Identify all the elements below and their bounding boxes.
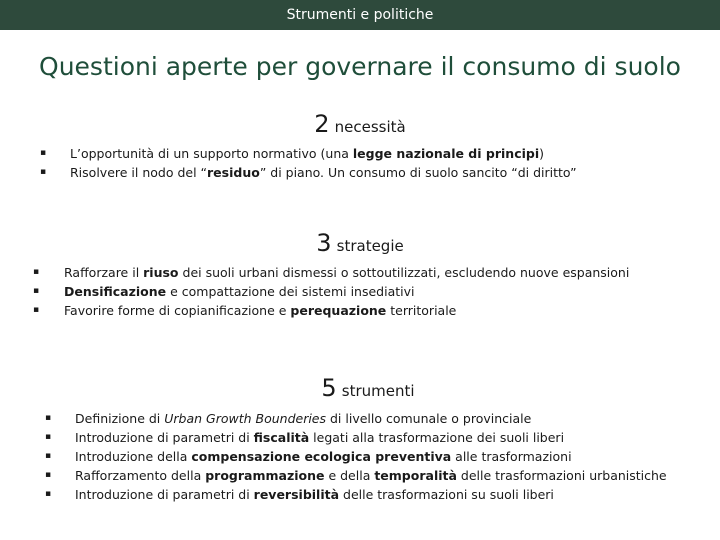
list-item: [45, 485, 667, 504]
square-bullet-icon: ▪: [40, 148, 47, 158]
bold-run: compensazione ecologica preventiva: [191, 449, 452, 464]
text-run: alle trasformazioni: [451, 449, 572, 464]
text-run: Favorire forme di copianificazione e: [64, 303, 291, 318]
text-run: Rafforzare il: [64, 265, 144, 280]
text-run: e della: [324, 468, 375, 483]
header-bar: [0, 0, 720, 30]
list-item: [45, 466, 667, 485]
list-item-text: [75, 468, 667, 483]
list-item-text: [64, 303, 456, 318]
list-item: [40, 144, 577, 163]
bold-run: temporalità: [374, 468, 457, 483]
text-run: e compattazione dei sistemi insediativi: [166, 284, 415, 299]
text-run: delle trasformazioni su suoli liberi: [339, 487, 554, 502]
text-run: ): [539, 146, 545, 161]
list-item-text: [75, 411, 531, 426]
list-item-text: [64, 265, 629, 280]
list-item: [45, 428, 667, 447]
section-word: strategie: [336, 237, 404, 255]
section-number: 3: [316, 229, 332, 257]
italic-run: Urban Growth Bounderies: [164, 411, 327, 426]
text-run: delle trasformazioni urbanistiche: [456, 468, 667, 483]
text-run: L’opportunità di un supporto normativo (una: [70, 146, 353, 161]
section-number: 2: [314, 110, 330, 138]
square-bullet-icon: ▪: [45, 432, 52, 442]
section-heading-strategie: [260, 229, 460, 257]
square-bullet-icon: ▪: [45, 413, 52, 423]
square-bullet-icon: ▪: [40, 167, 47, 177]
strategie-list: [33, 263, 629, 320]
list-item: [45, 447, 667, 466]
section-word: strumenti: [341, 382, 415, 400]
necessita-list: [40, 144, 577, 182]
page-title: Questioni aperte per governare il consumo di suolo: [39, 52, 681, 81]
bold-run: riuso: [143, 265, 179, 280]
list-item-text: [70, 165, 577, 180]
bold-run: perequazione: [290, 303, 387, 318]
header-title: Strumenti e politiche: [286, 7, 434, 23]
list-item-text: [64, 284, 414, 299]
bold-run: legge nazionale di principi: [352, 146, 540, 161]
text-run: Definizione di: [75, 411, 165, 426]
list-item-text: [75, 449, 572, 464]
list-item: [45, 409, 667, 428]
section-heading-strumenti: [268, 374, 468, 402]
list-item-text: [70, 146, 544, 161]
strumenti-list: [45, 409, 667, 504]
bold-run: residuo: [207, 165, 260, 180]
square-bullet-icon: ▪: [45, 470, 52, 480]
square-bullet-icon: ▪: [33, 267, 40, 277]
text-run: Introduzione di parametri di: [75, 430, 254, 445]
list-item-text: [75, 487, 554, 502]
section-heading-necessita: [260, 110, 460, 138]
list-item: [33, 282, 629, 301]
list-item-text: [75, 430, 564, 445]
bold-run: reversibilità: [253, 487, 340, 502]
text-run: dei suoli urbani dismessi o sottoutilizzati, escludendo nuove espansioni: [178, 265, 630, 280]
text-run: di livello comunale o provinciale: [326, 411, 532, 426]
list-item: [40, 163, 577, 182]
bold-run: fiscalità: [253, 430, 310, 445]
text-run: legati alla trasformazione dei suoli liberi: [309, 430, 565, 445]
square-bullet-icon: ▪: [45, 451, 52, 461]
square-bullet-icon: ▪: [45, 489, 52, 499]
list-item: [33, 263, 629, 282]
text-run: ” di piano. Un consumo di suolo sancito “di diritto”: [259, 165, 577, 180]
section-word: necessità: [334, 118, 406, 136]
bold-run: Densificazione: [64, 284, 167, 299]
text-run: Rafforzamento della: [75, 468, 206, 483]
square-bullet-icon: ▪: [33, 305, 40, 315]
bold-run: programmazione: [205, 468, 325, 483]
text-run: Risolvere il nodo del “: [70, 165, 207, 180]
square-bullet-icon: ▪: [33, 286, 40, 296]
text-run: Introduzione di parametri di: [75, 487, 254, 502]
text-run: Introduzione della: [75, 449, 192, 464]
list-item: [33, 301, 629, 320]
section-number: 5: [321, 374, 337, 402]
text-run: territoriale: [386, 303, 457, 318]
